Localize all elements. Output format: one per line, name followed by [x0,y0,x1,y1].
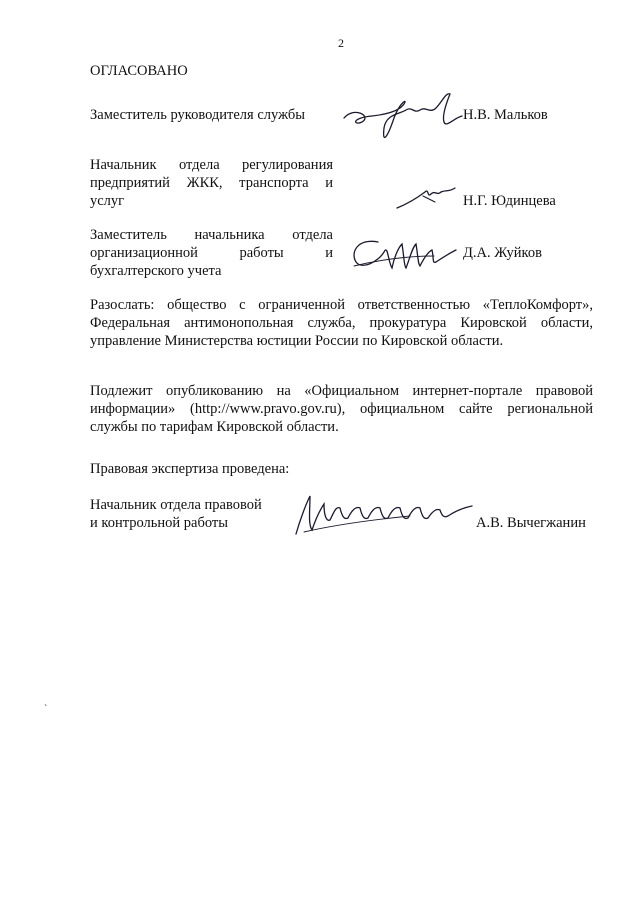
signature-vychegzhanin [290,490,475,540]
signature-zhuykov [348,232,466,278]
legal-review-name: А.В. Вычегжанин [476,515,586,531]
signature-malkov [342,88,467,148]
margin-mark: ` [44,704,48,715]
approval-heading: ОГЛАСОВАНО [90,63,188,79]
signatory-3-position-line-3: бухгалтерского учета [90,263,222,279]
legal-review-note: Правовая экспертиза проведена: [90,461,290,477]
distribution-line-2: Федеральная антимонопольная служба, прокуратура Кировской области, [90,315,593,331]
signatory-2-position-line-1: Начальник отдела регулирования [90,157,333,173]
signatory-1-position: Заместитель руководителя службы [90,107,306,123]
distribution-line-1: Разослать: общество с ограниченной ответственностью «ТеплоКомфорт», [90,297,593,313]
signatory-3-name: Д.А. Жуйков [463,245,542,261]
publication-line-3: службы по тарифам Кировской области. [90,419,339,435]
publication-line-1: Подлежит опубликованию на «Официальном интернет-портале правовой [90,383,593,399]
signatory-2-name: Н.Г. Юдинцева [463,193,556,209]
signature-yudintseva [395,182,465,212]
signatory-1-name: Н.В. Мальков [463,107,548,123]
legal-review-position-line-2: и контрольной работы [90,515,228,531]
signatory-2-position-line-2: предприятий ЖКК, транспорта и [90,175,333,191]
page-number: 2 [338,36,344,50]
signatory-2-position-line-3: услуг [90,193,125,209]
legal-review-position-line-1: Начальник отдела правовой [90,497,262,513]
signatory-3-position-line-1: Заместитель начальника отдела [90,227,333,243]
distribution-line-3: управление Министерства юстиции России по Кировской области. [90,333,504,349]
publication-line-2: информации» (http://www.pravo.gov.ru), официальном сайте региональной [90,401,593,417]
signatory-3-position-line-2: организационной работы и [90,245,333,261]
